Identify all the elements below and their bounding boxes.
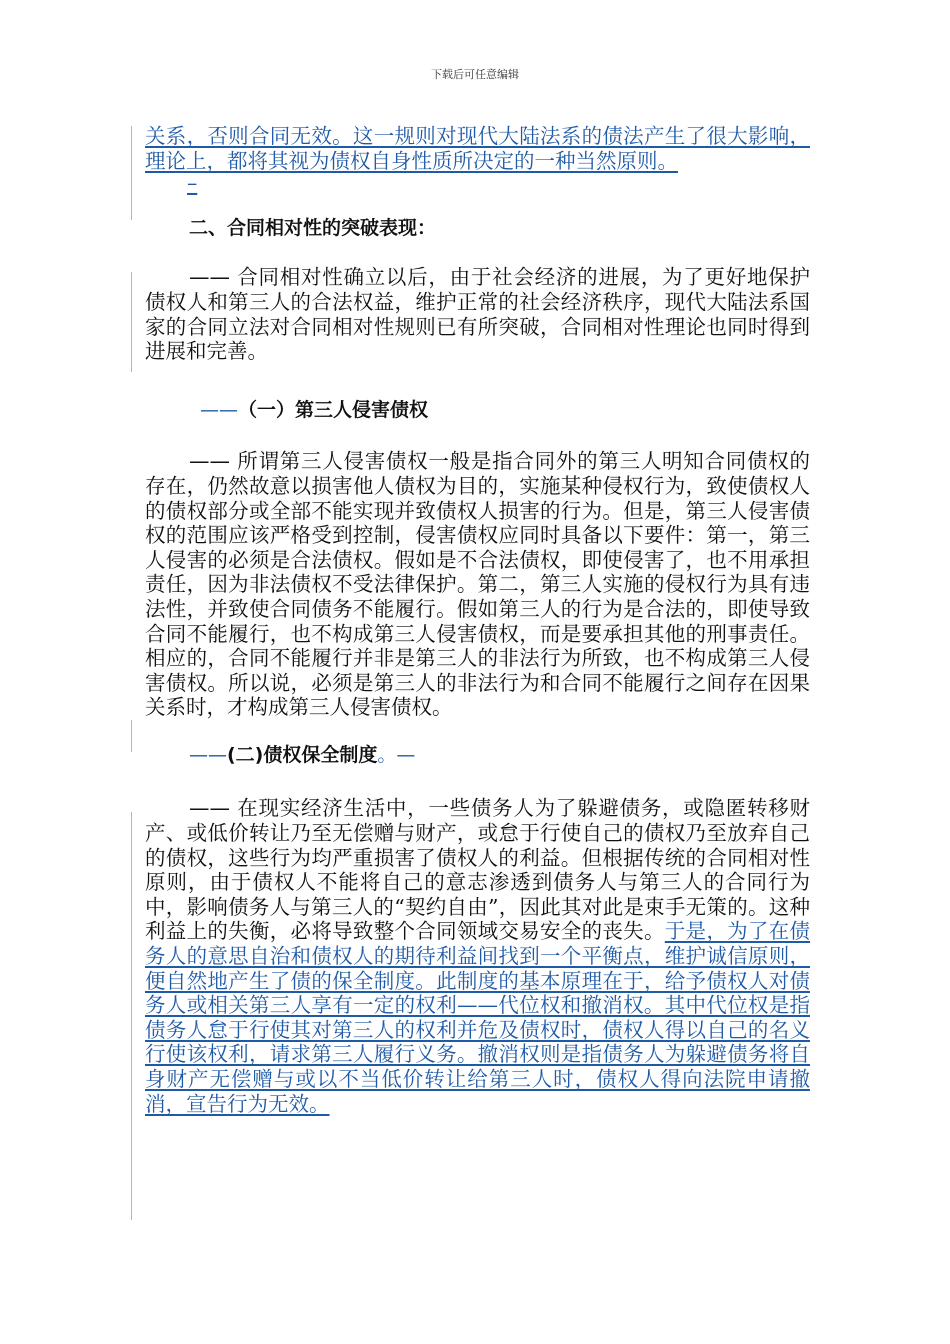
heading-dash: ——: [200, 398, 238, 421]
paragraph-preservation-link[interactable]: 于是，为了在债务人的意思自治和债权人的期待利益间找到一个平衡点，维护诚信原则，便自然地产生了债的保全制度。此制度的基本原理在于，给予债权人对债务人或相关第三人享有一定的权利——代位权和撤消权。其中代位权是指债务人怠于行使其对第三人的权利并危及债权时，债权人得以自己的名义行使该权利，请求第三人履行义务。撤消权则是指债务人为躲避债务将自身财产无偿赠与或以不当低价转让给第三人时，债权人得向法院申请撤消，宣告行为无效。: [145, 919, 811, 1116]
revision-bar: [131, 126, 132, 220]
revision-bar: [131, 272, 132, 372]
revision-bar: [131, 812, 132, 1220]
heading-dash: ——: [189, 743, 227, 766]
page-header: 下载后可任意编辑: [431, 68, 519, 81]
paragraph-dash: ——: [189, 449, 230, 474]
paragraph-intro: [145, 265, 810, 363]
paragraph-third-party-infringement: [145, 449, 810, 720]
subsection-heading-a-text: （一）第三人侵害债权: [238, 398, 429, 421]
paragraph-third-party-infringement-text: 所谓第三人侵害债权一般是指合同外的第三人明知合同债权的存在，仍然故意以损害他人债权为目的，实施某种侵权行为，致使债权人的债权部分或全部不能实现并致债权人损害的行为。但是，第三人侵害债权的范围应该严格受到控制，侵害债权应同时具备以下要件：第一，第三人侵害的必须是合法债权。假如是不合法债权，即使侵害了，也不用承担责任，因为非法债权不受法律保护。第二，第三人实施的侵权行为具有违法性，并致使合同债务不能履行。假如第三人的行为是合法的，即使导致合同不能履行，也不构成第三人侵害债权，而是要承担其他的刑事责任。相应的，合同不能履行并非是第三人的非法行为所致，也不构成第三人侵害债权。所以说，必须是第三人的非法行为和合同不能履行之间存在因果关系时，才构成第三人侵害债权。: [145, 449, 810, 720]
heading-tail: 。—: [377, 743, 416, 766]
subsection-heading-b: [145, 743, 810, 768]
paragraph-dash: ——: [189, 796, 230, 821]
subsection-heading-a: [145, 398, 810, 423]
paragraph-preservation-text: 在现实经济生活中，一些债务人为了躲避债务，或隐匿转移财产、或低价转让乃至无偿赠与财产，或怠于行使自己的债权乃至放弃自己的债权，这些行为均严重损害了债权人的利益。但根据传统的合同相对性原则，由于债权人不能将自己的意志渗透到债务人与第三人的合同行为中，影响债务人与第三人的“契约自由”，因此其对此是束手无策的。这种利益上的失衡，必将导致整个合同领域交易安全的丧失。: [145, 796, 810, 944]
paragraph-dash: ——: [189, 265, 230, 290]
revision-mark-text: –: [187, 171, 198, 196]
revision-mark: [145, 171, 810, 196]
paragraph-continuation: 关系，否则合同无效。这一规则对现代大陆法系的债法产生了很大影响，理论上，都将其视为债权自身性质所决定的一种当然原则。: [145, 124, 810, 173]
subsection-heading-b-text: (二)债权保全制度: [227, 743, 378, 766]
paragraph-intro-text: 合同相对性确立以后，由于社会经济的进展，为了更好地保护债权人和第三人的合法权益，维护正常的社会经济秩序，现代大陆法系国家的合同立法对合同相对性规则已有所突破，合同相对性理论也同时得到进展和完善。: [145, 265, 810, 364]
revision-bar: [131, 720, 132, 752]
paragraph-preservation: [145, 796, 810, 1116]
section-heading: 二、合同相对性的突破表现：: [189, 216, 437, 239]
document-body: [145, 124, 810, 1116]
